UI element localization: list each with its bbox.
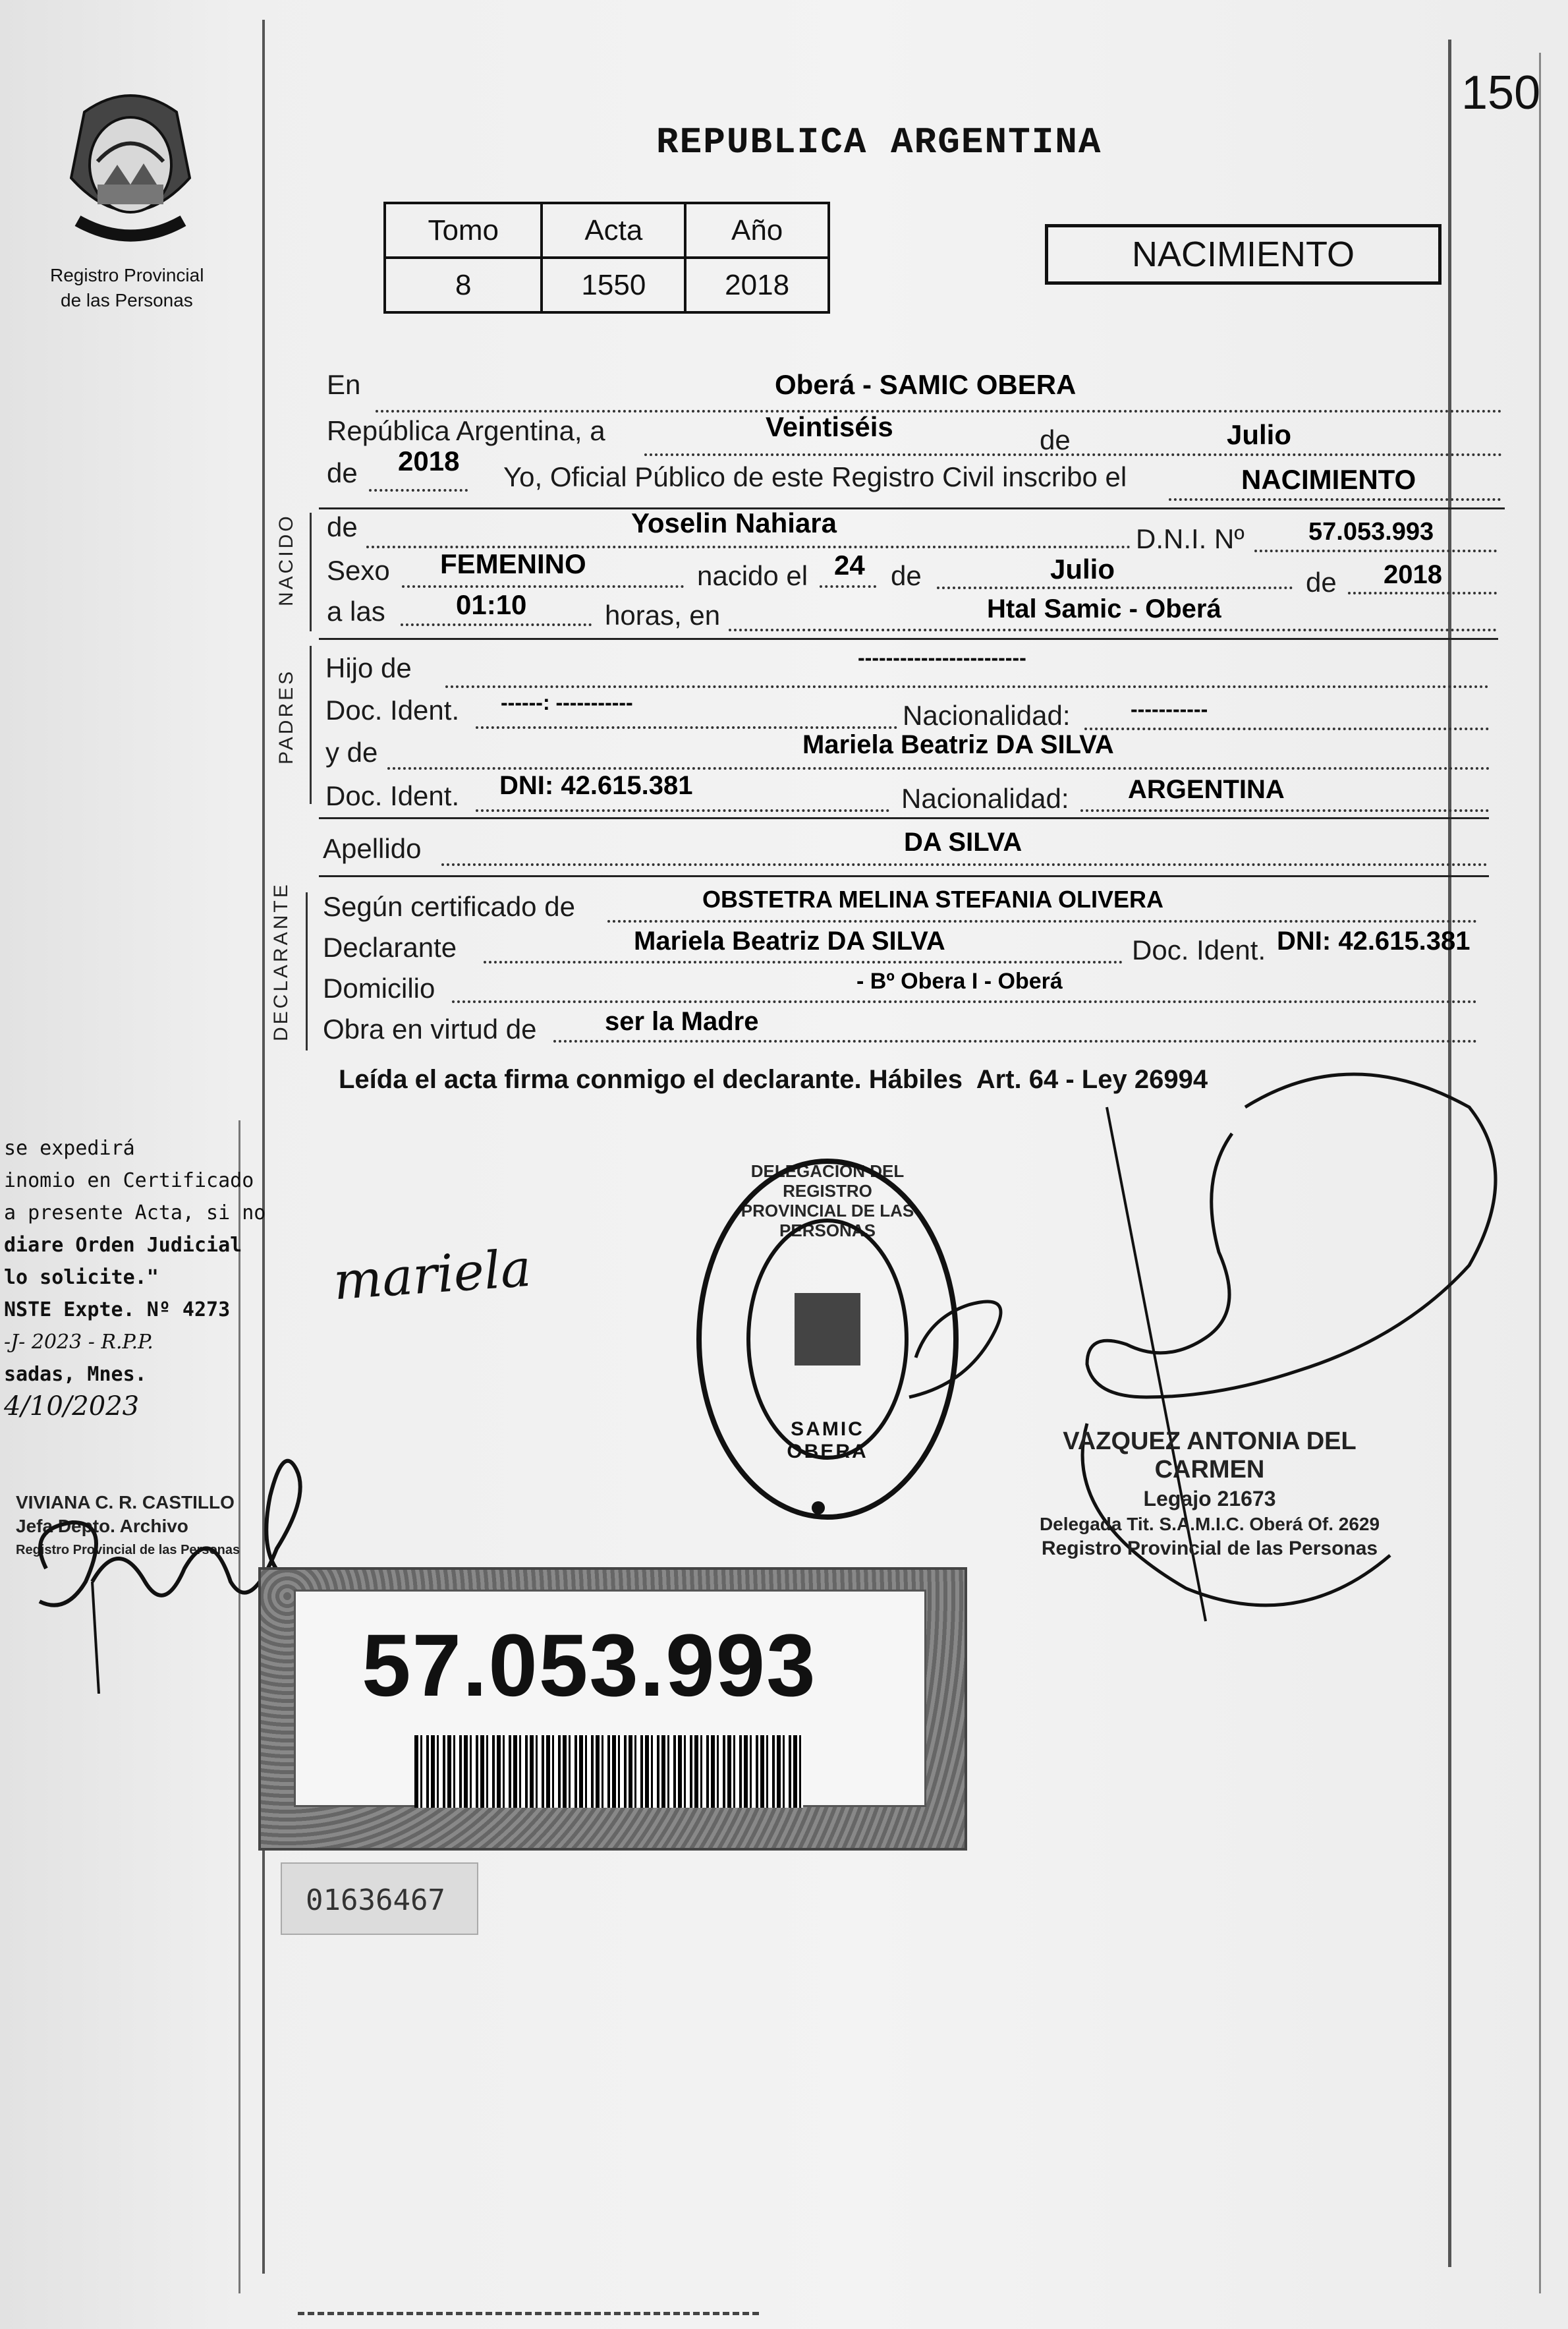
birth-year-dots — [1348, 592, 1497, 594]
margin-note — [4, 1132, 267, 1423]
republic-label: República Argentina, a — [327, 415, 605, 446]
birth-day-value: 24 — [834, 550, 865, 581]
father-doc-value: ------: ----------- — [501, 691, 633, 714]
en-label: En — [327, 369, 361, 400]
birth-time-value: 01:10 — [456, 589, 527, 620]
mother-doc-label: Doc. Ident. — [325, 780, 460, 811]
serial-number: 01636467 — [306, 1883, 445, 1917]
nacido-section-label: NACIDO — [275, 513, 297, 606]
acta-header: Acta — [542, 203, 685, 258]
birth-year-value: 2018 — [1384, 560, 1442, 589]
reference-table — [383, 202, 830, 314]
padres-bracket — [310, 646, 312, 804]
surname-value: DA SILVA — [904, 828, 1022, 857]
obra-label: Obra en virtud de — [323, 1014, 537, 1045]
seal-ring-text: DELEGACIÓN DEL REGISTRO PROVINCIAL DE LAS PERSONAS — [741, 1161, 914, 1240]
birth-month-value: Julio — [1050, 554, 1115, 585]
page-number: 150 — [1461, 67, 1541, 119]
y-de-label: y de — [325, 737, 378, 768]
divider-3 — [319, 817, 1489, 819]
obra-dots — [553, 1040, 1477, 1043]
de-label-2: de — [327, 457, 358, 488]
father-name-value: ------------------------ — [858, 646, 1026, 670]
place-value: Oberá - SAMIC OBERA — [775, 369, 1077, 400]
birth-place-dots — [729, 629, 1497, 631]
dni-sticker — [258, 1567, 967, 1851]
birth-place-value: Htal Samic - Oberá — [987, 594, 1221, 623]
mother-doc-dots — [476, 809, 889, 812]
bottom-edge-marks — [298, 2312, 759, 2315]
inscribo-value: NACIMIENTO — [1241, 464, 1416, 495]
sexo-label: Sexo — [327, 555, 390, 586]
birth-month-dots — [937, 587, 1293, 589]
dni-dots — [1254, 550, 1497, 552]
dni-sticker-panel — [294, 1590, 926, 1807]
year-dots — [369, 489, 468, 492]
mother-doc-value: DNI: 42.615.381 — [499, 771, 693, 800]
mother-dots — [387, 767, 1490, 770]
serial-sticker — [281, 1862, 478, 1935]
tomo-header: Tomo — [385, 203, 542, 258]
logo-caption-2: de las Personas — [61, 290, 193, 310]
sexo-value: FEMENINO — [440, 548, 586, 579]
apellido-label: Apellido — [323, 833, 422, 864]
time-dots — [401, 623, 592, 626]
divider-2 — [319, 638, 1498, 640]
cert-dots — [607, 920, 1477, 923]
day-words-value: Veintiséis — [766, 411, 893, 442]
child-dni-value: 57.053.993 — [1308, 518, 1434, 546]
dni-sticker-number: 57.053.993 — [362, 1617, 817, 1715]
document-title: REPUBLICA ARGENTINA — [656, 121, 1102, 163]
declarante-dots — [484, 961, 1123, 963]
cert-label: Según certificado de — [323, 891, 575, 922]
official-legajo: Legajo 21673 — [1143, 1487, 1276, 1510]
act-year-value: 2018 — [398, 446, 460, 476]
mother-nat-label: Nacionalidad: — [901, 783, 1069, 814]
coat-of-arms-icon — [58, 86, 203, 264]
father-nat-value: ----------- — [1131, 697, 1208, 721]
acta-value: 1550 — [542, 258, 685, 312]
mother-name-value: Mariela Beatriz DA SILVA — [802, 730, 1114, 759]
archive-stamp-role: Jefa Depto. Archivo — [16, 1516, 188, 1536]
declarant-signature: mariela — [331, 1238, 534, 1312]
margin-note-line: -J- 2023 - R.P.P. — [4, 1331, 154, 1354]
declarante-value: Mariela Beatriz DA SILVA — [634, 927, 945, 956]
a-las-label: a las — [327, 596, 385, 627]
official-role: Delegada Tit. S.A.M.I.C. Oberá Of. 2629 — [1039, 1514, 1380, 1534]
mother-nat-value: ARGENTINA — [1128, 775, 1285, 804]
father-dots — [445, 685, 1489, 688]
inscribo-dots — [1169, 498, 1501, 501]
declarante-doc-value: DNI: 42.615.381 — [1277, 927, 1470, 956]
margin-note-line: inomio en Certificado — [4, 1169, 254, 1192]
birth-de-label-1: de — [891, 560, 922, 591]
father-doc-dots — [476, 726, 897, 729]
declarante-doc-label: Doc. Ident. — [1132, 934, 1266, 965]
nacido-de-label: de — [327, 511, 358, 542]
tomo-value: 8 — [385, 258, 542, 312]
republic-dots — [644, 453, 1502, 456]
margin-note-line: diare Orden Judicial — [4, 1234, 242, 1257]
declarante-bracket — [306, 892, 308, 1050]
barcode — [414, 1735, 803, 1808]
margin-note-line: NSTE Expte. Nº 4273 — [4, 1298, 231, 1321]
birth-de-label-2: de — [1306, 567, 1337, 598]
margin-note-line: 4/10/2023 — [4, 1391, 140, 1422]
cert-value: OBSTETRA MELINA STEFANIA OLIVERA — [702, 886, 1164, 913]
record-type-box — [1045, 224, 1442, 285]
domicilio-dots — [452, 1000, 1477, 1003]
child-name-value: Yoselin Nahiara — [631, 507, 837, 538]
divider-4 — [319, 875, 1489, 877]
declarante-label: Declarante — [323, 932, 457, 963]
seal-inner-text: SAMIC OBERA — [787, 1418, 868, 1462]
declarante-section-label: DECLARANTE — [270, 882, 292, 1041]
province-logo — [58, 86, 203, 264]
nacido-el-label: nacido el — [697, 560, 808, 591]
official-registry: Registro Provincial de las Personas — [1041, 1538, 1378, 1559]
logo-caption-1: Registro Provincial — [50, 265, 204, 285]
anio-header: Año — [685, 203, 829, 258]
en-dots — [376, 410, 1502, 413]
father-doc-label: Doc. Ident. — [325, 695, 460, 726]
day-dots — [820, 585, 876, 588]
sexo-dots — [402, 585, 684, 588]
padres-section-label: PADRES — [275, 668, 297, 764]
mother-nat-dots — [1080, 809, 1489, 812]
month-value: Julio — [1227, 419, 1292, 450]
archive-stamp-registry: Registro Provincial de las Personas — [16, 1543, 240, 1557]
official-name: VAZQUEZ ANTONIA DEL CARMEN — [1063, 1427, 1357, 1483]
domicilio-value: - Bº Obera I - Oberá — [856, 969, 1063, 994]
yo-text: Yo, Oficial Público de este Registro Civil inscribo el — [503, 461, 1127, 492]
hijo-de-label: Hijo de — [325, 652, 412, 683]
margin-note-line: sadas, Mnes. — [4, 1363, 147, 1386]
nacido-bracket — [310, 513, 312, 631]
margin-note-line: lo solicite." — [4, 1266, 159, 1289]
horas-label: horas, en — [605, 600, 721, 631]
dni-label: D.N.I. Nº — [1136, 523, 1245, 554]
record-type: NACIMIENTO — [1131, 235, 1355, 274]
anio-value: 2018 — [685, 258, 829, 312]
divider-1 — [319, 507, 1505, 509]
father-nat-dots — [1084, 728, 1489, 730]
de-label-1: de — [1040, 424, 1071, 455]
archive-stamp-name: VIVIANA C. R. CASTILLO — [16, 1492, 235, 1512]
apellido-dots — [441, 863, 1488, 866]
obra-value: ser la Madre — [605, 1007, 759, 1036]
margin-note-line: se expedirá — [4, 1137, 135, 1160]
father-nat-label: Nacionalidad: — [903, 700, 1071, 731]
closing-statement: Leída el acta firma conmigo el declarante. Hábiles Art. 64 - Ley 26994 — [339, 1065, 1208, 1094]
margin-note-line: a presente Acta, si no — [4, 1201, 266, 1224]
domicilio-label: Domicilio — [323, 973, 435, 1004]
official-stamp — [1012, 1427, 1407, 1560]
